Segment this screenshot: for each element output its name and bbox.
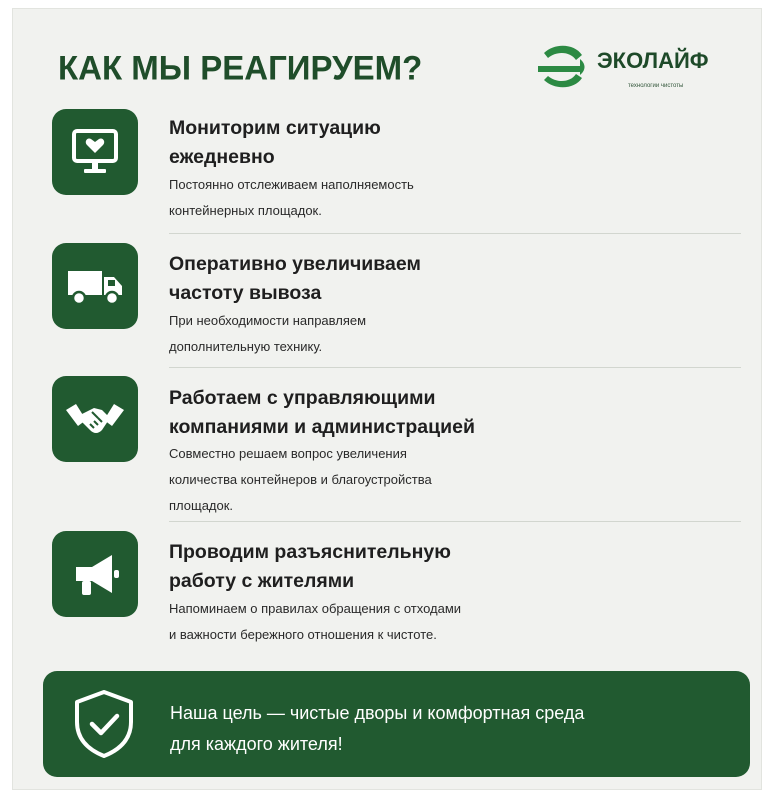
item-icon-box	[52, 376, 138, 462]
logo-tagline: технологии чистоты	[628, 83, 684, 89]
divider	[169, 521, 741, 522]
item-description: Совместно решаем вопрос увеличения количества контейнеров и благоустройства площадок.	[169, 446, 432, 513]
megaphone-icon	[52, 531, 138, 617]
item-icon-box	[52, 109, 138, 195]
item-icon-box	[52, 531, 138, 617]
item-title: Работаем с управляющими компаниями и администрацией	[169, 387, 475, 438]
monitor-heart-icon	[52, 109, 138, 195]
goal-banner	[43, 671, 750, 777]
item-title: Проводим разъяснительную работу с жителями	[169, 541, 451, 592]
item-description: Напоминаем о правилах обращения с отходами и важности бережного отношения к чистоте.	[169, 601, 462, 642]
item-description: Постоянно отслеживаем наполняемость контейнерных площадок.	[169, 177, 414, 218]
info-card	[12, 8, 762, 790]
item-description: При необходимости направляем дополнительную технику.	[169, 313, 367, 354]
truck-icon	[52, 243, 138, 329]
item-title: Оперативно увеличиваем частоту вывоза	[169, 253, 421, 304]
divider	[169, 233, 741, 234]
shield-check-icon	[69, 688, 139, 760]
logo-name: ЭКОЛАЙФ	[597, 48, 709, 73]
handshake-icon	[52, 376, 138, 462]
item-icon-box	[52, 243, 138, 329]
item-title: Мониторим ситуацию ежедневно	[169, 117, 381, 168]
logo	[534, 39, 744, 99]
goal-text: Наша цель — чистые дворы и комфортная среда для каждого жителя!	[170, 703, 585, 754]
ecolife-logo-icon	[534, 39, 590, 95]
page-title: КАК МЫ РЕАГИРУЕМ?	[58, 48, 423, 87]
divider	[169, 367, 741, 368]
